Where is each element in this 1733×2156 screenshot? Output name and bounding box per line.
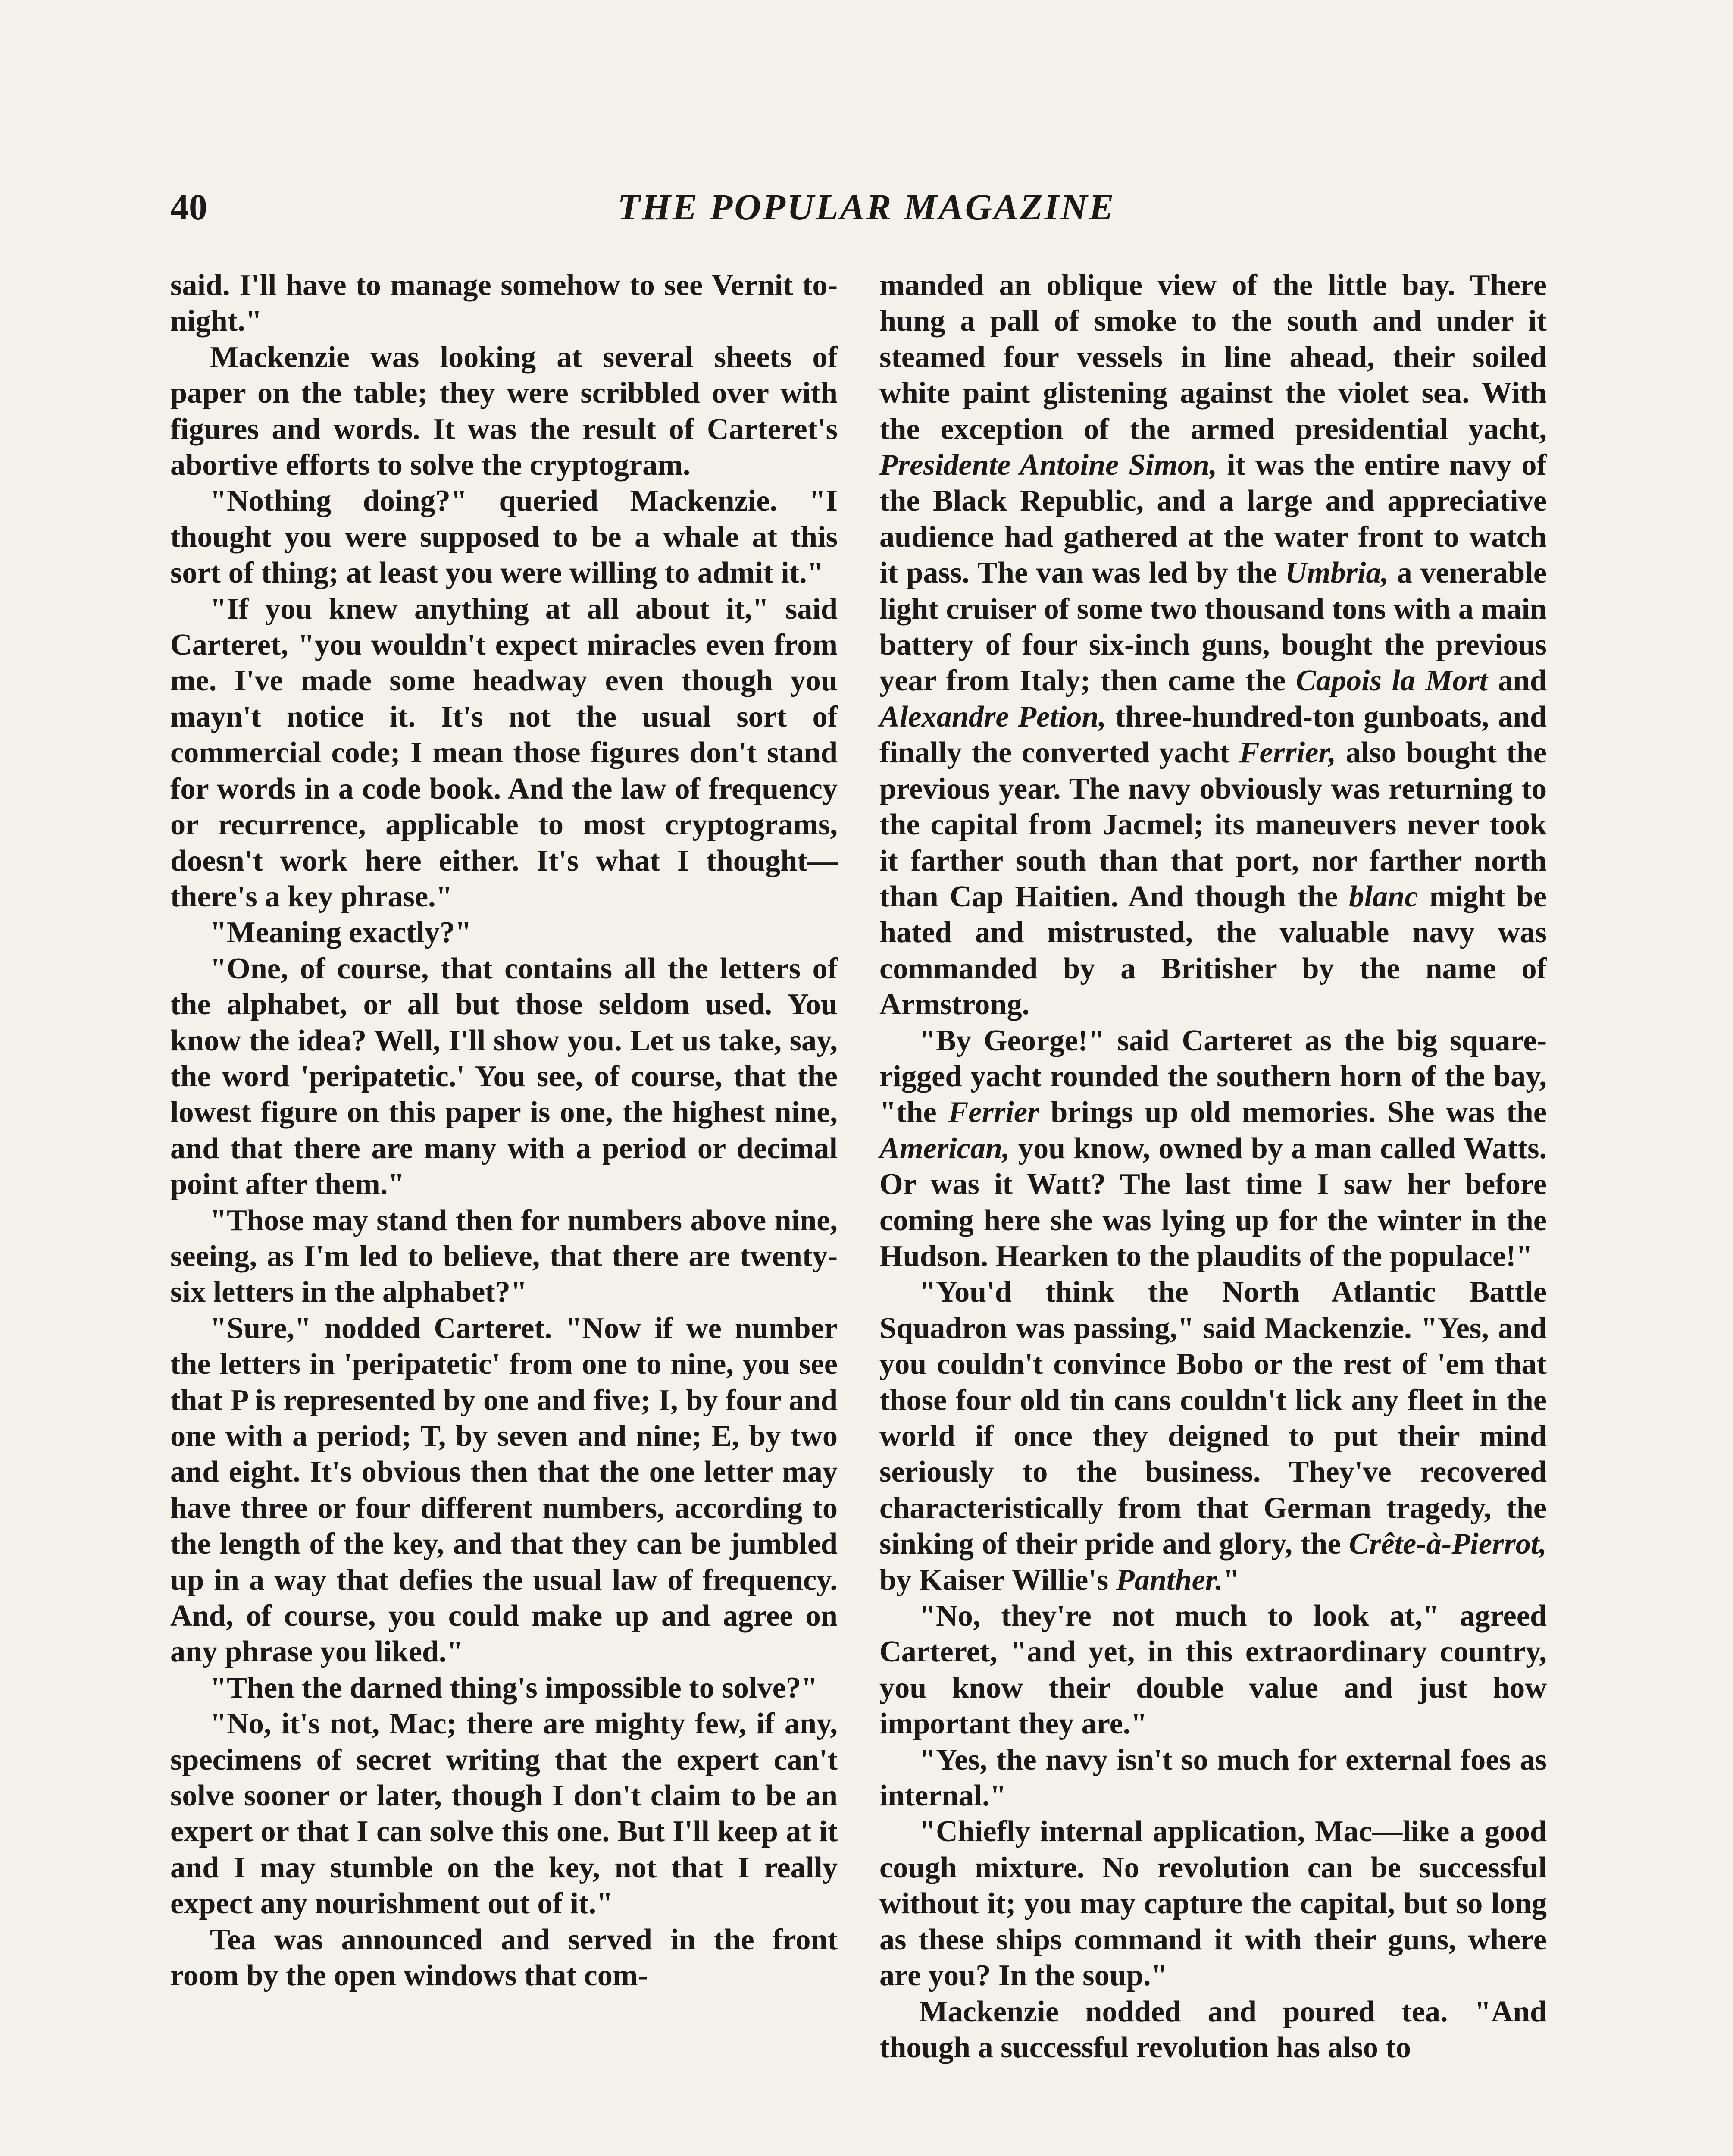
paragraph: Mackenzie was looking at several sheets of paper on the table; they were scribbled over with figures and words. It was the result of Carteret's abortive efforts to solve the cryptogram. bbox=[170, 340, 838, 482]
running-title: THE POPULAR MAGAZINE bbox=[617, 186, 1116, 228]
text-run: "Yes, the navy isn't so much for external foes as internal." bbox=[879, 1742, 1547, 1813]
page-number: 40 bbox=[170, 186, 207, 228]
text-run: "No, they're not much to look at," agreed Carteret, "and yet, in this extraordinary country, you know their double value and just how important they are." bbox=[879, 1599, 1547, 1741]
text-run: it was the entire navy of the Black Republic, and a large and appreciative audience had gathered at the water front to watch it pass. The van was led by the bbox=[879, 448, 1547, 590]
paragraph: "Nothing doing?" queried Mackenzie. "I thought you were supposed to be a whale at this sort of thing; at least you were willing to admit it." bbox=[170, 484, 838, 590]
paragraph bbox=[879, 1742, 1547, 1814]
text-run: manded an oblique view of the little bay. There hung a pall of smoke to the south and under it steamed four vessels in line ahead, their soiled white paint glistening against the violet sea. With the exception of the armed presidential yacht, bbox=[879, 268, 1547, 446]
italic-title: Presidente Antoine Simon, bbox=[879, 448, 1217, 482]
paragraph: "Meaning exactly?" bbox=[210, 915, 472, 950]
text-run: you know, owned by a man called Watts. Or was it Watt? The last time I saw her before coming here she was lying up for the winter in the Hudson. Hearken to the plaudits of the populace!" bbox=[879, 1131, 1547, 1273]
italic-title: Umbria, bbox=[1285, 556, 1389, 590]
paragraph bbox=[879, 1814, 1547, 1993]
italic-title: Ferrier bbox=[948, 1095, 1039, 1129]
paragraph: said. I'll have to manage somehow to see Vernit to-night." bbox=[170, 268, 838, 338]
text-run: might be hated and mistrusted, the valuable navy was commanded by a Britisher by the name of Armstrong. bbox=[879, 879, 1547, 1022]
italic-title: Alexandre Petion, bbox=[879, 699, 1107, 733]
paragraph bbox=[879, 267, 1547, 1023]
left-text-column bbox=[170, 267, 838, 1994]
paragraph: "No, it's not, Mac; there are mighty few, if any, specimens of secret writing that the expert can't solve sooner or later, though I don't claim to be an expert or that I can solve this one. But I'll keep at it and I may stumble on the key, not that I really expect any nourishment out of it." bbox=[170, 1707, 838, 1921]
text-run: brings up old memories. She was the bbox=[1039, 1095, 1547, 1129]
text-run: by Kaiser Willie's bbox=[879, 1563, 1116, 1597]
paragraph: "Those may stand then for numbers above nine, seeing, as I'm led to believe, that there are twenty-six letters in the alphabet?" bbox=[170, 1203, 838, 1309]
italic-title: Crête-à-Pierrot, bbox=[1349, 1527, 1547, 1561]
paragraph: Tea was announced and served in the front room by the open windows that com- bbox=[170, 1922, 838, 1993]
paragraph: "Then the darned thing's impossible to solve?" bbox=[210, 1670, 818, 1705]
italic-title: Capois la Mort bbox=[1295, 664, 1488, 698]
paragraph: "Sure," nodded Carteret. "Now if we number the letters in 'peripatetic' from one to nine, you see that P is represented by one and five; I, by four and one with a period; T, by seven and nine; E, by two and eight. It's obvious then that the one letter may have three or four different numbers, according to the length of the key, and that they can be jumbled up in a way that defies the usual law of frequency. And, of course, you could make up and agree on any phrase you liked." bbox=[170, 1311, 838, 1669]
text-run: " bbox=[1223, 1563, 1240, 1597]
italic-title: Ferrier, bbox=[1239, 736, 1336, 770]
italic-title: American, bbox=[879, 1131, 1010, 1165]
text-run: Mackenzie nodded and poured tea. "And though a successful revolution has also to bbox=[879, 1994, 1547, 2064]
text-run: "Chiefly internal application, Mac—like a good cough mixture. No revolution can be successful without it; you may capture the capital, but so long as these ships command it with their guns, where are you? In the soup." bbox=[879, 1814, 1547, 1993]
italic-title: blanc bbox=[1349, 879, 1418, 913]
right-text-column bbox=[879, 267, 1547, 2065]
text-run: "By George!" said Carteret as the big square-rigged yacht rounded the southern horn of the bay, "the bbox=[879, 1023, 1547, 1129]
text-run: "You'd think the North Atlantic Battle Squadron was passing," said Mackenzie. "Yes, and you couldn't convince Bobo or the rest of 'em that those four old tin cans couldn't lick any fleet in the world if once they deigned to put their mind seriously to the business. They've recovered characteristically from that German tragedy, the sinking of their pride and glory, the bbox=[879, 1275, 1547, 1561]
text-run: and bbox=[1488, 664, 1547, 698]
italic-title: Panther. bbox=[1116, 1563, 1223, 1597]
text-run: also bought the previous year. The navy obviously was returning to the capital from Jacmel; its maneuvers never took it farther south than that port, nor farther north than Cap Haitien. And though the bbox=[879, 736, 1547, 913]
paragraph bbox=[879, 1598, 1547, 1742]
paragraph: "One, of course, that contains all the letters of the alphabet, or all but those seldom used. You know the idea? Well, I'll show you. Let us take, say, the word 'peripatetic.' You see, of course, that the lowest figure on this paper is one, the highest nine, and that there are many with a period or decimal point after them." bbox=[170, 951, 838, 1201]
text-run: three-hundred-ton gunboats, and finally the converted yacht bbox=[879, 699, 1547, 770]
text-run: a venerable light cruiser of some two thousand tons with a main battery of four six-inch guns, bought the previous year from Italy; then came the bbox=[879, 556, 1547, 698]
paragraph: "If you knew anything at all about it," said Carteret, "you wouldn't expect miracles even from me. I've made some headway even though you mayn't notice it. It's not the usual sort of commercial code; I mean those figures don't stand for words in a code book. And the law of frequency or recurrence, applicable to most cryptograms, doesn't work here either. It's what I thought—there's a key phrase." bbox=[170, 592, 838, 913]
paragraph bbox=[879, 1994, 1547, 2066]
paragraph bbox=[879, 1274, 1547, 1598]
paragraph bbox=[879, 1023, 1547, 1275]
